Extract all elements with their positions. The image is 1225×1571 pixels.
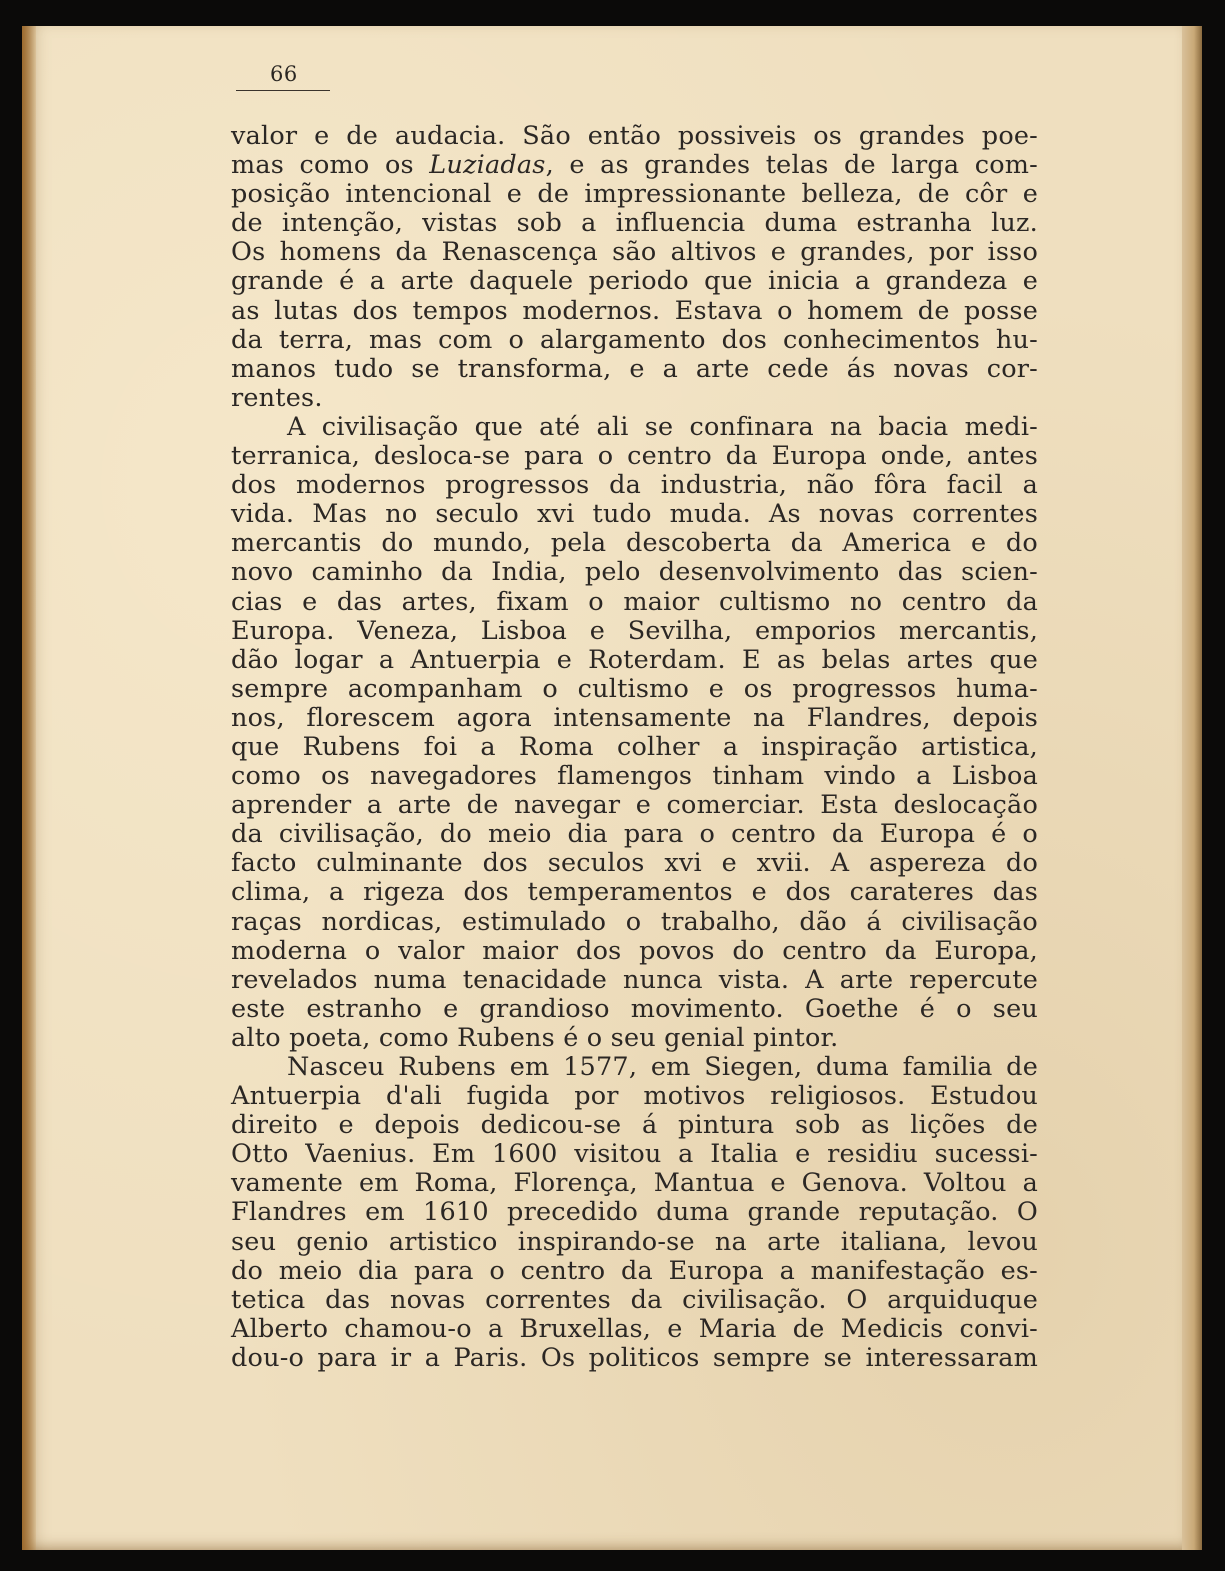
page-gutter-shadow — [22, 26, 36, 1550]
text-line: vamente em Roma, Florença, Mantua e Genova. Voltou a — [231, 1168, 1038, 1199]
text-line: nos, florescem agora intensamente na Flandres, depois — [231, 702, 1038, 733]
text-line: grande é a arte daquele periodo que inicia a grandeza e — [231, 266, 1038, 297]
text-line: Flandres em 1610 precedido duma grande reputação. O — [231, 1197, 1038, 1228]
text-line: Os homens da Renascença são altivos e grandes, por isso — [231, 237, 1038, 268]
text-line: sempre acompanham o cultismo e os progressos huma- — [231, 673, 1038, 704]
text-line: da terra, mas com o alargamento dos conhecimentos hu- — [231, 324, 1038, 355]
text-line: aprender a arte de navegar e comerciar. Esta deslocação — [231, 790, 1038, 821]
text-line: rentes. — [231, 382, 323, 413]
text-line: Otto Vaenius. Em 1600 visitou a Italia e residiu sucessi- — [231, 1139, 1038, 1170]
text-line: raças nordicas, estimulado o trabalho, dão á civilisação — [231, 906, 1038, 937]
text-line — [231, 151, 1038, 180]
text-line: clima, a rigeza dos temperamentos e dos carateres das — [231, 877, 1038, 908]
text-line: Nasceu Rubens em 1577, em Siegen, duma familia de — [287, 1052, 1038, 1082]
text-line: tetica das novas correntes da civilisação. O arquiduque — [231, 1284, 1038, 1315]
text-line: manos tudo se transforma, e a arte cede ás novas cor- — [231, 353, 1038, 384]
text-line: cias e das artes, fixam o maior cultismo no centro da — [231, 586, 1038, 617]
text-line: moderna o valor maior dos povos do centro da Europa, — [231, 935, 1038, 966]
page-number-rule — [236, 90, 330, 91]
text-run: mas como os — [231, 150, 430, 181]
text-line: da civilisação, do meio dia para o centro da Europa é o — [231, 819, 1038, 850]
text-line: do meio dia para o centro da Europa a manifestação es- — [231, 1255, 1038, 1286]
text-line: direito e depois dedicou-se á pintura sob as lições de — [231, 1110, 1038, 1141]
text-line: Alberto chamou-o a Bruxellas, e Maria de Medicis convi- — [231, 1313, 1038, 1344]
text-line: Antuerpia d'ali fugida por motivos religiosos. Estudou — [231, 1081, 1038, 1112]
text-line: valor e de audacia. São então possiveis os grandes poe- — [231, 121, 1038, 151]
text-line: mercantis do mundo, pela descoberta da America e do — [231, 528, 1038, 559]
text-line: alto poeta, como Rubens é o seu genial pintor. — [231, 1022, 839, 1053]
text-line: A civilisação que até ali se confinara na bacia medi- — [287, 411, 1038, 442]
text-line: novo caminho da India, pelo desenvolvimento das scien- — [231, 557, 1038, 588]
page-number: 66 — [270, 62, 298, 86]
text-line: vida. Mas no seculo xvi tudo muda. As novas correntes — [231, 499, 1038, 530]
italic-title: Luziadas — [429, 150, 546, 181]
text-line: de intenção, vistas sob a influencia duma estranha luz. — [231, 208, 1038, 239]
page-fore-edge — [1182, 26, 1202, 1550]
text-line: seu genio artistico inspirando-se na arte italiana, levou — [231, 1226, 1038, 1257]
text-line: facto culminante dos seculos xvi e xvii. A aspereza do — [231, 848, 1038, 879]
text-line: posição intencional e de impressionante belleza, de côr e — [231, 179, 1038, 210]
text-line: Europa. Veneza, Lisboa e Sevilha, emporios mercantis, — [231, 615, 1038, 646]
text-run: , e as grandes telas de larga com- — [545, 150, 1038, 181]
text-line: este estranho e grandioso movimento. Goethe é o seu — [231, 993, 1038, 1024]
text-line: que Rubens foi a Roma colher a inspiração artistica, — [231, 731, 1038, 762]
text-line: dou-o para ir a Paris. Os politicos sempre se interessaram — [231, 1342, 1038, 1373]
text-line: as lutas dos tempos modernos. Estava o homem de posse — [231, 295, 1038, 326]
body-text — [231, 122, 1038, 1373]
text-line: terranica, desloca-se para o centro da Europa onde, antes — [231, 441, 1038, 472]
text-line: dão logar a Antuerpia e Roterdam. E as belas artes que — [231, 644, 1038, 675]
text-line: como os navegadores flamengos tinham vindo a Lisboa — [231, 761, 1038, 792]
text-line: dos modernos progressos da industria, não fôra facil a — [231, 470, 1038, 501]
text-line: revelados numa tenacidade nunca vista. A arte repercute — [231, 964, 1038, 995]
